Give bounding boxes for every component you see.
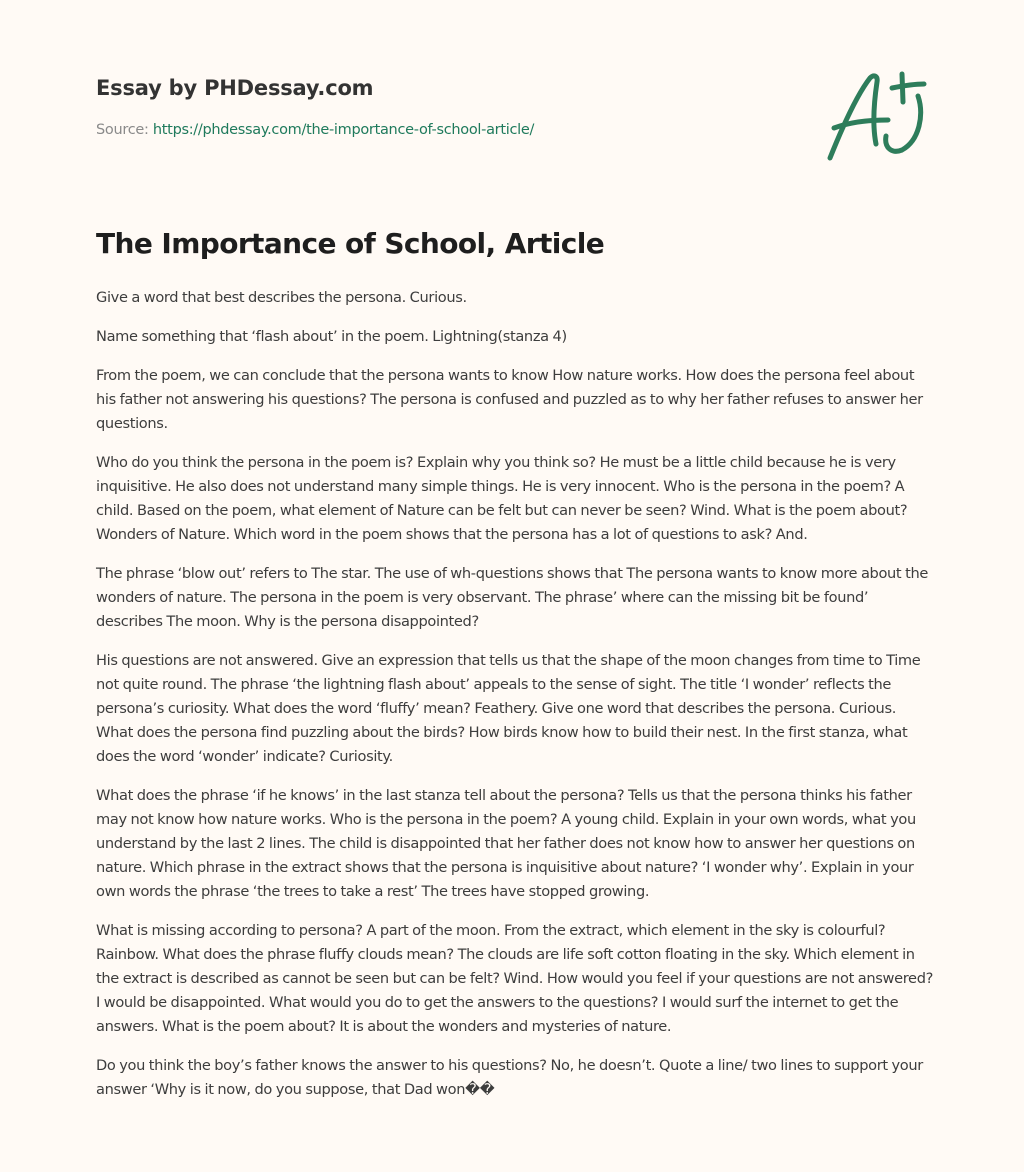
source-label: Source: — [96, 122, 153, 138]
article-paragraph: The phrase ‘blow out’ refers to The star. The use of wh-questions shows that The persona wants to know more about the wonders of nature. The persona in the poem is very observant. The phrase’ where can the missing bit be found’ describes The moon. Why is the persona disappointed? — [96, 565, 928, 630]
article-paragraph: Who do you think the persona in the poem is? Explain why you think so? He must be a little child because he is very inquisitive. He also does not understand many simple things. He is very innocent. Who is the persona in the poem? A child. Based on the poem, what element of Nature can be felt but can never be seen? Wind. What is the poem about? Wonders of Nature. Which word in the poem shows that the persona has a lot of questions to ask? And. — [96, 454, 908, 543]
article-paragraph: Give a word that best describes the persona. Curious. — [96, 289, 467, 306]
source-line — [96, 122, 796, 138]
article-paragraph: What does the phrase ‘if he knows’ in the last stanza tell about the persona? Tells us that the persona thinks his father may not know how nature works. Who is the persona in the poem? A young child. Explain in your own words, what you understand by the last 2 lines. The child is disappointed that her father does not know how to answer her questions on nature. Which phrase in the extract shows that the persona is inquisitive about nature? ‘I wonder why’. Explain in your own words the phrase ‘the trees to take a rest’ The trees have stopped growing. — [96, 787, 916, 900]
article — [96, 224, 936, 1117]
article-paragraph: Do you think the boy’s father knows the answer to his questions? No, he doesn’t. Quote a line/ two lines to support your answer ‘Why is it now, do you suppose, that Dad won�� — [96, 1057, 923, 1098]
article-paragraph: From the poem, we can conclude that the persona wants to know How nature works. How does the persona feel about his father not answering his questions? The persona is confused and puzzled as to why her father refuses to answer her questions. — [96, 367, 923, 432]
article-title: The Importance of School, Article — [96, 227, 605, 260]
article-paragraph: Name something that ‘flash about’ in the poem. Lightning(stanza 4) — [96, 328, 567, 345]
site-header — [96, 76, 796, 138]
site-title: Essay by PHDessay.com — [96, 76, 374, 100]
article-paragraph: His questions are not answered. Give an expression that tells us that the shape of the moon changes from time to Time not quite round. The phrase ‘the lightning flash about’ appeals to the sense of sight. The title ‘I wonder’ reflects the persona’s curiosity. What does the word ‘fluffy’ mean? Feathery. Give one word that describes the persona. Curious. What does the persona find puzzling about the birds? How birds know how to build their nest. In the first stanza, what does the word ‘wonder’ indicate? Curiosity. — [96, 652, 921, 765]
source-link[interactable]: https://phdessay.com/the-importance-of-school-article/ — [152, 122, 535, 138]
a-plus-grade-icon — [820, 66, 932, 166]
article-paragraph: What is missing according to persona? A part of the moon. From the extract, which element in the sky is colourful? Rainbow. What does the phrase fluffy clouds mean? The clouds are life soft cotton floating in the sky. Which element in the extract is described as cannot be seen but can be felt? Wind. How would you feel if your questions are not answered? I would be disappointed. What would you do to get the answers to the questions? I would surf the internet to get the answers. What is the poem about? It is about the wonders and mysteries of nature. — [96, 922, 933, 1035]
